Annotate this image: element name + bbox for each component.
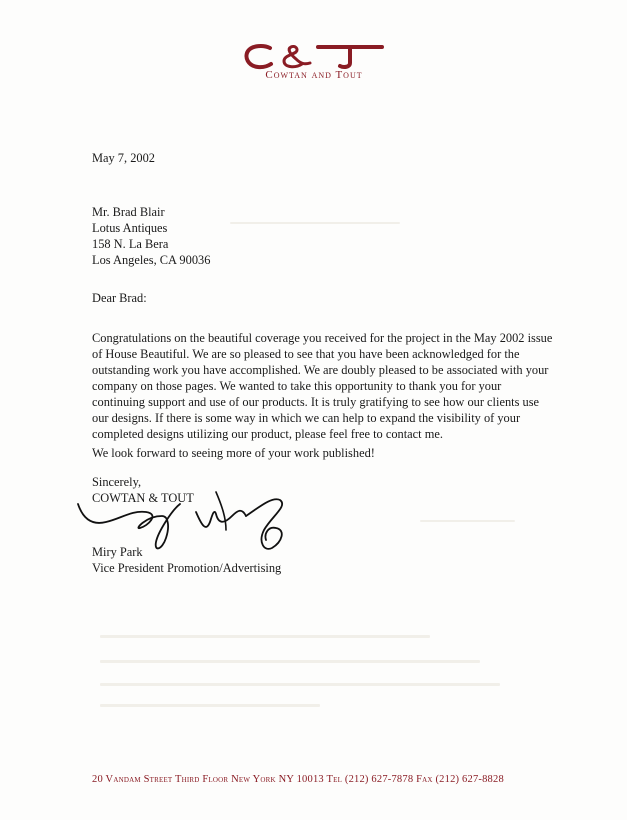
company-name: Cowtan and Tout bbox=[265, 69, 363, 81]
bleed-through-mark bbox=[100, 683, 500, 686]
body-line: our designs. If there is some way in which we can help to expand the visibility of your bbox=[92, 411, 521, 425]
signer-title: Vice President Promotion/Advertising bbox=[92, 561, 282, 575]
bleed-through-mark bbox=[420, 520, 515, 522]
body-line: outstanding work you have accomplished. We are doubly pleased to be associated with your bbox=[92, 363, 549, 377]
recipient-name: Mr. Brad Blair bbox=[92, 205, 165, 219]
body-line: Congratulations on the beautiful coverage you received for the project in the May 2002 issue bbox=[92, 331, 553, 345]
body-line: completed designs utilizing our product, please feel free to contact me. bbox=[92, 427, 443, 441]
letter-date: May 7, 2002 bbox=[92, 151, 155, 165]
footer-address: 20 Vandam Street Third Floor New York NY 10013 Tel (212) 627-7878 Fax (212) 627-8828 bbox=[92, 774, 504, 785]
body-line: of House Beautiful. We are so pleased to see that you have been acknowledged for the bbox=[92, 347, 520, 361]
salutation: Dear Brad: bbox=[92, 291, 147, 305]
signer-name: Miry Park bbox=[92, 545, 143, 559]
signing-company: COWTAN & TOUT bbox=[92, 491, 194, 505]
recipient-company: Lotus Antiques bbox=[92, 221, 168, 235]
bleed-through-mark bbox=[100, 704, 320, 707]
bleed-through-mark bbox=[100, 660, 480, 663]
bleed-through-mark bbox=[230, 222, 400, 224]
logo-monogram-icon bbox=[240, 42, 390, 72]
recipient-address bbox=[92, 204, 210, 268]
valediction: Sincerely, bbox=[92, 475, 142, 489]
closing-line: We look forward to seeing more of your work published! bbox=[92, 446, 375, 460]
bleed-through-mark bbox=[100, 635, 430, 638]
recipient-city: Los Angeles, CA 90036 bbox=[92, 253, 211, 267]
body-paragraph bbox=[92, 330, 552, 442]
body-line: continuing support and use of our products. It is truly gratifying to see how our clients use bbox=[92, 395, 540, 409]
signer-block bbox=[92, 544, 281, 576]
recipient-street: 158 N. La Bera bbox=[92, 237, 169, 251]
body-line: company on those pages. We wanted to take this opportunity to thank you for your bbox=[92, 379, 502, 393]
